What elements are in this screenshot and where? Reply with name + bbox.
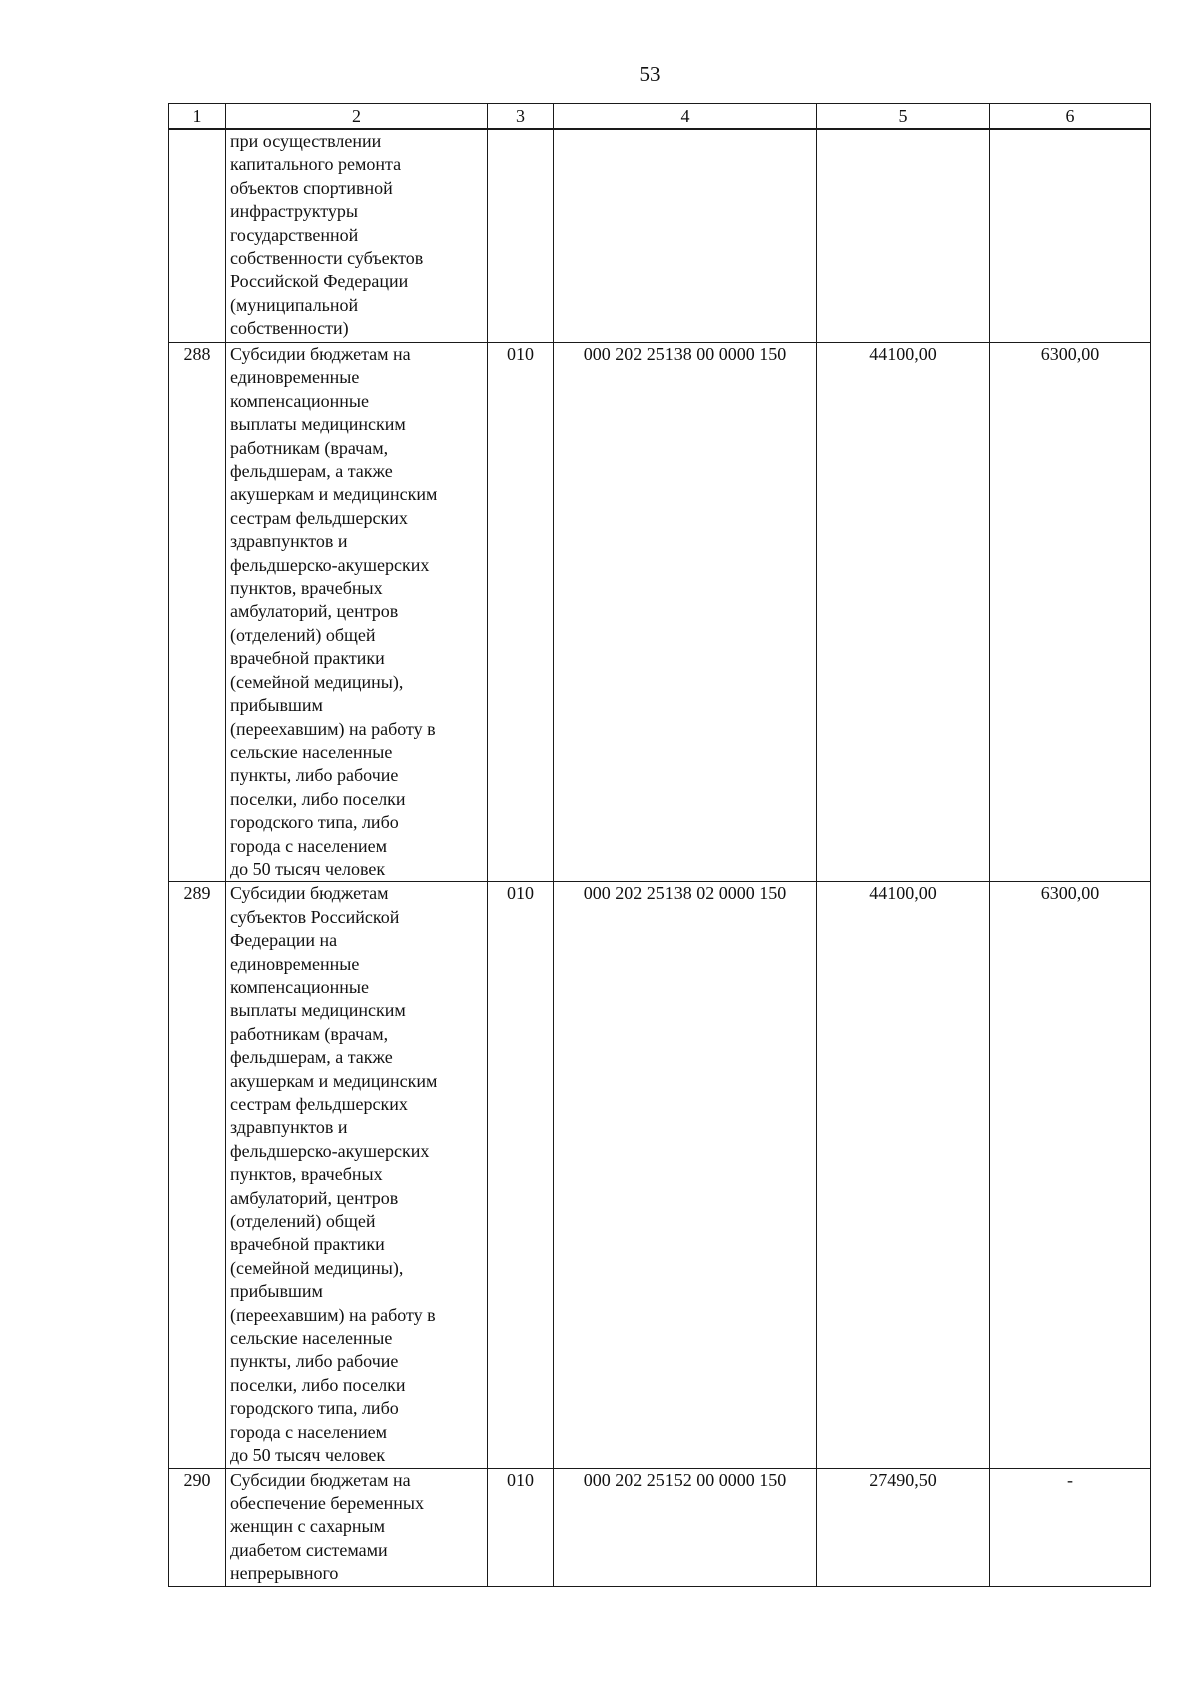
description-line: города с населением — [230, 1421, 387, 1442]
description-line: фельдшерам, а также — [230, 461, 393, 482]
budget-code: 000 202 25152 00 0000 150 — [554, 1468, 817, 1586]
description-line: обеспечение беременных — [230, 1492, 424, 1513]
column-header: 1 — [169, 104, 226, 130]
description-line: капитального ремонта — [230, 154, 402, 175]
row-number: 290 — [169, 1468, 226, 1586]
amount-col5 — [817, 129, 990, 343]
row-description — [226, 129, 488, 343]
description-line: (отделений) общей — [230, 624, 376, 645]
description-line: пунктов, врачебных — [230, 578, 383, 599]
description-line: пунктов, врачебных — [230, 1164, 383, 1185]
description-line: Федерации на — [230, 930, 338, 951]
description-line: поселки, либо поселки — [230, 1374, 406, 1395]
description-line: сельские населенные — [230, 1328, 393, 1349]
column-header: 6 — [990, 104, 1151, 130]
description-line: (переехавшим) на работу в — [230, 1304, 436, 1325]
budget-table — [168, 103, 1151, 1587]
description-line: прибывшим — [230, 695, 323, 716]
description-line: здравпунктов и — [230, 531, 348, 552]
amount-col5: 44100,00 — [817, 343, 990, 882]
budget-code: 000 202 25138 00 0000 150 — [554, 343, 817, 882]
description-line: единовременные — [230, 953, 360, 974]
description-line: работникам (врачам, — [230, 437, 389, 458]
description-line: фельдшерско-акушерских — [230, 1140, 430, 1161]
row-description — [226, 343, 488, 882]
description-line: Российской Федерации — [230, 271, 409, 292]
description-line: сестрам фельдшерских — [230, 507, 408, 528]
description-line: врачебной практики — [230, 1234, 385, 1255]
column-header: 3 — [488, 104, 554, 130]
description-line: до 50 тысяч человек — [230, 1445, 386, 1466]
page-number: 53 — [639, 62, 661, 86]
description-line: фельдшерско-акушерских — [230, 554, 430, 575]
amount-col5: 44100,00 — [817, 882, 990, 1468]
description-line: врачебной практики — [230, 648, 385, 669]
description-line: фельдшерам, а также — [230, 1047, 393, 1068]
description-line: поселки, либо поселки — [230, 788, 406, 809]
admin-code: 010 — [488, 1468, 554, 1586]
row-description — [226, 882, 488, 1468]
row-description — [226, 1468, 488, 1586]
row-number — [169, 129, 226, 343]
amount-col6 — [990, 129, 1151, 343]
description-line: Субсидии бюджетам — [230, 883, 389, 904]
budget-code — [554, 129, 817, 343]
description-line: амбулаторий, центров — [230, 1187, 399, 1208]
amount-col6: - — [990, 1468, 1151, 1586]
description-line: женщин с сахарным — [230, 1516, 386, 1537]
description-line: (муниципальной — [230, 294, 359, 315]
description-line: сестрам фельдшерских — [230, 1094, 408, 1114]
description-line: Субсидии бюджетам на — [230, 1469, 411, 1490]
description-line: (семейной медицины), — [230, 671, 404, 692]
description-line: государственной — [230, 224, 359, 245]
description-line: собственности) — [230, 318, 349, 339]
admin-code: 010 — [488, 343, 554, 882]
description-line: городского типа, либо — [230, 812, 399, 833]
description-line: объектов спортивной — [230, 177, 393, 198]
description-line: компенсационные — [230, 976, 369, 997]
amount-col5: 27490,50 — [817, 1468, 990, 1586]
description-line: Субсидии бюджетам на — [230, 344, 411, 364]
description-line: пункты, либо рабочие — [230, 765, 399, 786]
description-line: акушеркам и медицинским — [230, 1070, 438, 1091]
table-row — [169, 1468, 1151, 1586]
admin-code — [488, 129, 554, 343]
description-line: собственности субъектов — [230, 248, 424, 269]
column-header: 4 — [554, 104, 817, 130]
description-line: городского типа, либо — [230, 1398, 399, 1419]
description-line: (отделений) общей — [230, 1211, 376, 1232]
description-line: непрерывного — [230, 1563, 339, 1584]
description-line: (семейной медицины), — [230, 1257, 404, 1278]
row-number: 289 — [169, 882, 226, 1468]
description-line: прибывшим — [230, 1281, 323, 1302]
description-line: акушеркам и медицинским — [230, 484, 438, 505]
description-line: до 50 тысяч человек — [230, 858, 386, 879]
description-line: выплаты медицинским — [230, 1000, 406, 1021]
amount-col6: 6300,00 — [990, 343, 1151, 882]
description-line: инфраструктуры — [230, 201, 358, 222]
description-line: здравпунктов и — [230, 1117, 348, 1138]
description-line: единовременные — [230, 367, 360, 388]
description-line: сельские населенные — [230, 741, 393, 762]
description-line: (переехавшим) на работу в — [230, 718, 436, 739]
column-header: 2 — [226, 104, 488, 130]
header-row — [169, 104, 1151, 130]
amount-col6: 6300,00 — [990, 882, 1151, 1468]
description-line: субъектов Российской — [230, 906, 400, 927]
admin-code: 010 — [488, 882, 554, 1468]
table-row — [169, 882, 1151, 1468]
row-number: 288 — [169, 343, 226, 882]
table-row — [169, 343, 1151, 882]
description-line: пункты, либо рабочие — [230, 1351, 399, 1372]
description-line: диабетом системами — [230, 1539, 388, 1560]
description-line: при осуществлении — [230, 131, 382, 151]
description-line: работникам (врачам, — [230, 1023, 389, 1044]
description-line: выплаты медицинским — [230, 414, 406, 435]
column-header: 5 — [817, 104, 990, 130]
description-line: компенсационные — [230, 390, 369, 411]
description-line: города с населением — [230, 835, 387, 856]
description-line: амбулаторий, центров — [230, 601, 399, 622]
table-row — [169, 129, 1151, 343]
budget-code: 000 202 25138 02 0000 150 — [554, 882, 817, 1468]
